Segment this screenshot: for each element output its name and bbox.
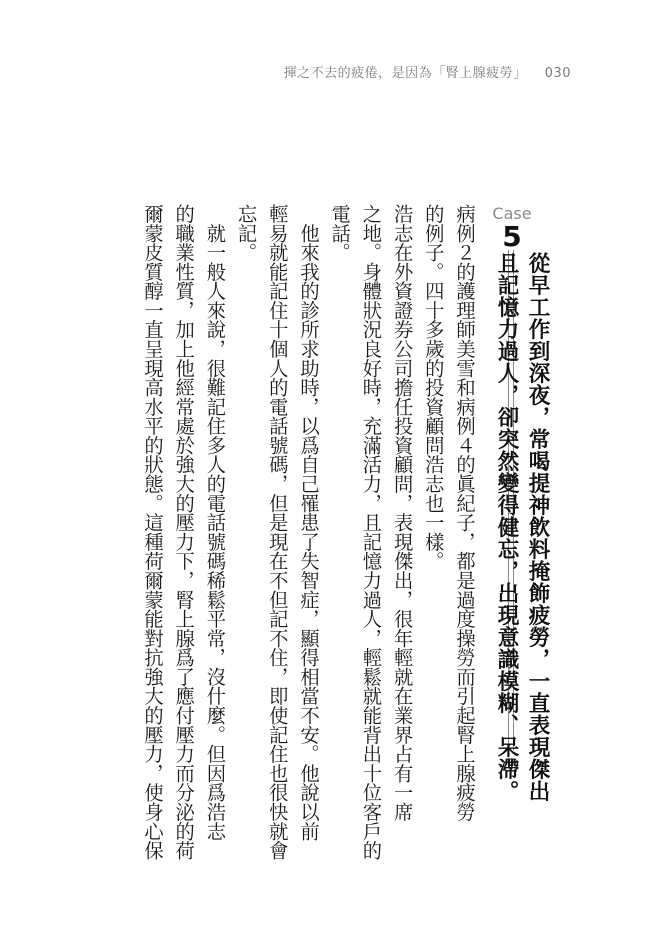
heading-line: 且記憶力過人，卻突然變得健忘，出現意識模糊、呆滯。 — [494, 252, 519, 802]
body-line: 他來我的診所求助時，以爲自己罹患了失智症，顯得相當不安。他說以前 — [296, 204, 320, 841]
heading-line: 從早工作到深夜，常喝提神飲料掩飾疲勞，一直表現傑出 — [525, 252, 550, 802]
body-text — [100, 204, 480, 904]
body-line: 之地。身體狀況良好時，充滿活力，且記憶力過人，輕鬆就能背出十位客戶的 — [359, 204, 383, 860]
running-header — [284, 62, 571, 81]
chapter-title: 揮之不去的疲倦，是因為「腎上腺疲勞」 — [283, 66, 527, 81]
case-number: 5 — [502, 220, 522, 253]
body-line: 浩志在外資證券公司擔任投資顧問，表現傑出，很年輕就在業界占有一席 — [390, 204, 414, 822]
body-line: 的例子。四十多歲的投資顧問浩志也一樣。 — [421, 204, 445, 571]
case-heading — [491, 252, 553, 892]
body-line: 爾蒙皮質醇一直呈現高水平的狀態。這種荷爾蒙能對抗強大的壓力，使身心保 — [140, 204, 164, 860]
body-line: 的職業性質，加上他經常處於強大的壓力下，腎上腺爲了應付壓力而分泌的荷 — [172, 204, 196, 860]
body-line: 輕易就能記住十個人的電話號碼，但是現在不但記不住，即使記住也很快就會 — [265, 204, 289, 860]
body-line: 忘記。 — [234, 204, 258, 262]
case-word: Case — [492, 204, 532, 223]
page-number: 030 — [544, 66, 571, 81]
body-line: 就一般人來說，很難記住多人的電話號碼稀鬆平常，沒什麼。但因爲浩志 — [203, 204, 227, 841]
case-label — [482, 206, 542, 252]
body-line: 病例２的護理師美雪和病例４的眞紀子，都是過度操勞而引起腎上腺疲勞 — [453, 204, 476, 822]
body-line: 電話。 — [328, 204, 352, 262]
